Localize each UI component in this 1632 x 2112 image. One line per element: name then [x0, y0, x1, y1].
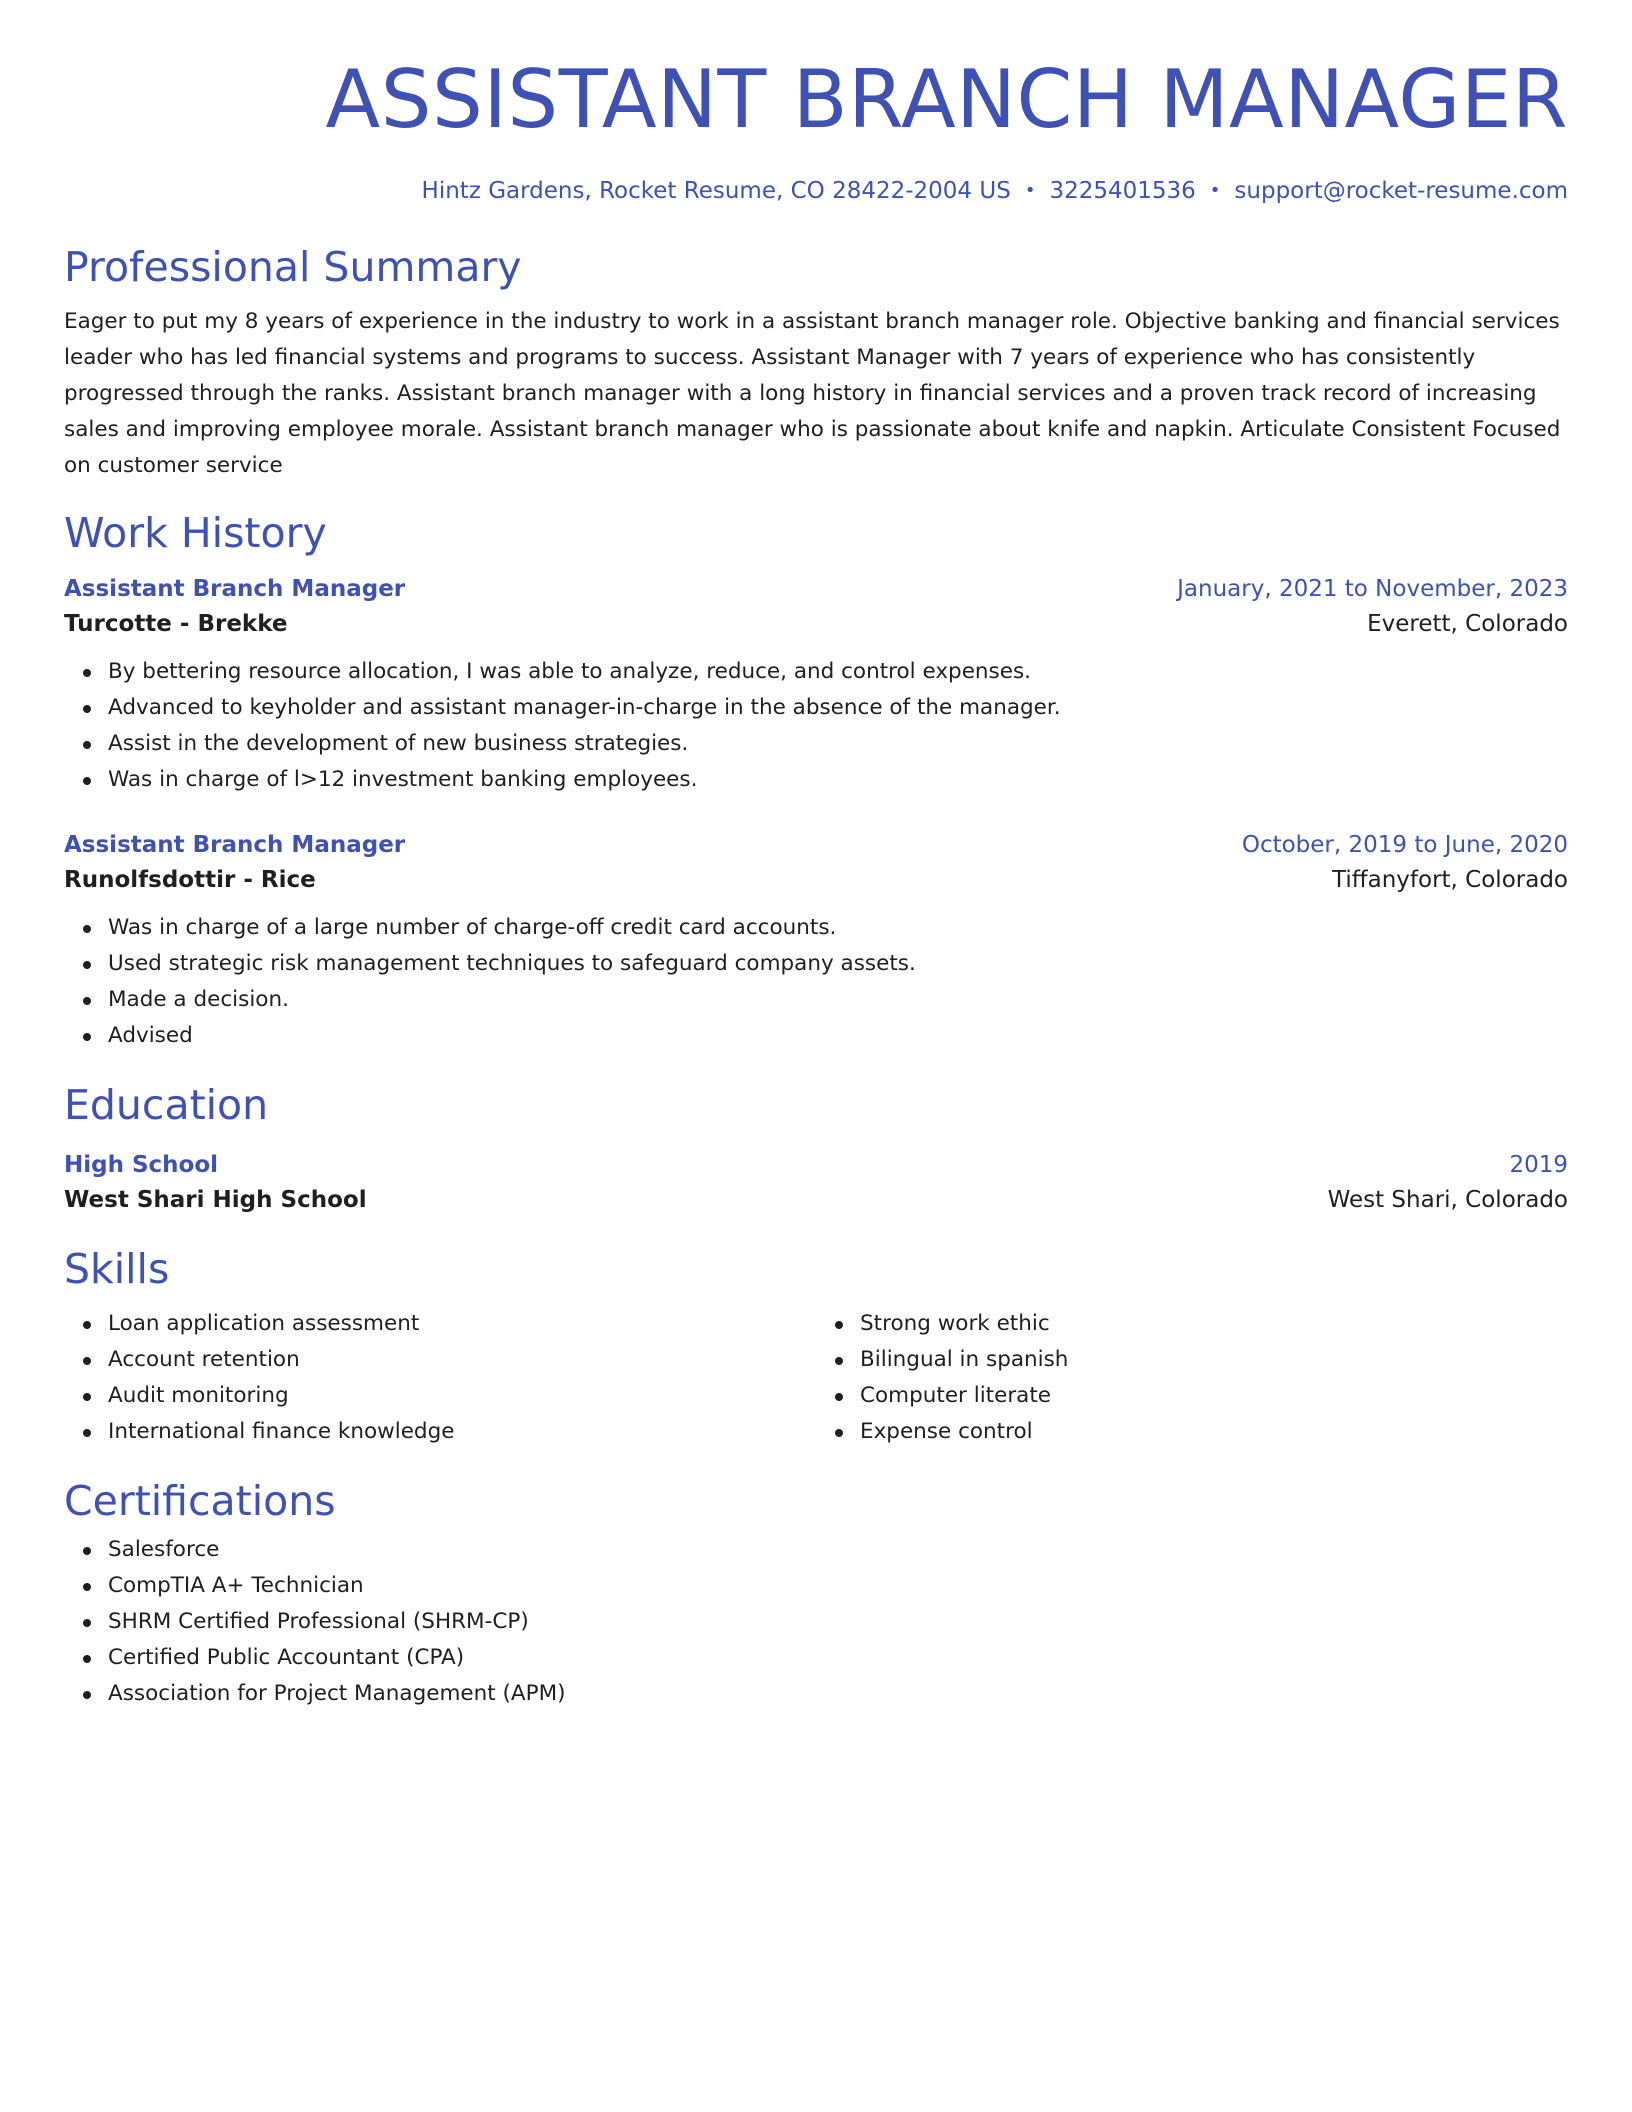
certification-item: Association for Project Management (APM) — [108, 1676, 1568, 1712]
contact-line — [64, 176, 1568, 206]
certification-item: Salesforce — [108, 1532, 1568, 1568]
skills-list-right — [816, 1306, 1568, 1450]
education-degree: High School — [64, 1152, 219, 1178]
list-item: Assist in the development of new business strategies. — [108, 726, 1568, 762]
job-bullets — [64, 654, 1568, 798]
list-item: Made a decision. — [108, 982, 1568, 1018]
section-title-certifications: Certifications — [64, 1477, 336, 1525]
job-company: Turcotte - Brekke — [64, 611, 288, 637]
job-entry — [64, 572, 1568, 798]
skill-item: Strong work ethic — [860, 1306, 1568, 1342]
list-item: Advised — [108, 1018, 1568, 1054]
education-entry — [64, 1148, 1568, 1218]
professional-summary-section — [64, 242, 1568, 484]
work-history-section — [64, 508, 1568, 1054]
contact-separator: • — [1209, 180, 1221, 201]
contact-address: Hintz Gardens, Rocket Resume, CO 28422-2004 US — [421, 178, 1011, 204]
section-title-summary: Professional Summary — [64, 243, 522, 291]
education-section — [64, 1080, 1568, 1218]
certification-item: Certified Public Accountant (CPA) — [108, 1640, 1568, 1676]
contact-phone[interactable]: 3225401536 — [1049, 178, 1196, 204]
skill-item: Computer literate — [860, 1378, 1568, 1414]
job-dates: October, 2019 to June, 2020 — [1241, 832, 1568, 858]
skills-list-left — [64, 1306, 816, 1450]
summary-text: Eager to put my 8 years of experience in the industry to work in a assistant branch manager role. Objective banking and financial services leader who has led financial systems and programs to success. Assistant Manager with 7 years of experience who has consistently progressed through the ranks. Assistant branch manager with a long history in financial services and a proven track record of increasing sales and improving employee morale. Assistant branch manager who is passionate about knife and napkin. Articulate Consistent Focused on customer service — [64, 309, 1561, 478]
section-title-skills: Skills — [64, 1245, 170, 1293]
contact-email[interactable]: support@rocket-resume.com — [1234, 178, 1568, 204]
section-title-work-history: Work History — [64, 509, 327, 557]
job-company: Runolfsdottir - Rice — [64, 867, 316, 893]
candidate-name: ASSISTANT BRANCH MANAGER — [325, 53, 1568, 146]
list-item: Was in charge of l>12 investment banking employees. — [108, 762, 1568, 798]
list-item: By bettering resource allocation, I was able to analyze, reduce, and control expenses. — [108, 654, 1568, 690]
skills-section — [64, 1244, 1568, 1450]
skill-item: Expense control — [860, 1414, 1568, 1450]
job-dates: January, 2021 to November, 2023 — [1177, 576, 1568, 602]
section-title-education: Education — [64, 1081, 269, 1129]
job-role: Assistant Branch Manager — [64, 832, 406, 858]
resume-header — [64, 0, 1568, 206]
job-location: Everett, Colorado — [1367, 611, 1568, 637]
contact-separator: • — [1024, 180, 1036, 201]
list-item: Advanced to keyholder and assistant manager-in-charge in the absence of the manager. — [108, 690, 1568, 726]
certification-item: CompTIA A+ Technician — [108, 1568, 1568, 1604]
education-year: 2019 — [1509, 1152, 1568, 1178]
certification-item: SHRM Certified Professional (SHRM-CP) — [108, 1604, 1568, 1640]
job-entry — [64, 828, 1568, 1054]
skill-item: Bilingual in spanish — [860, 1342, 1568, 1378]
education-location: West Shari, Colorado — [1327, 1187, 1568, 1213]
job-role: Assistant Branch Manager — [64, 576, 406, 602]
skill-item: International finance knowledge — [108, 1414, 816, 1450]
education-school: West Shari High School — [64, 1187, 367, 1213]
list-item: Used strategic risk management techniques to safeguard company assets. — [108, 946, 1568, 982]
job-location: Tiffanyfort, Colorado — [1332, 867, 1568, 893]
skill-item: Loan application assessment — [108, 1306, 816, 1342]
list-item: Was in charge of a large number of charge-off credit card accounts. — [108, 910, 1568, 946]
skill-item: Audit monitoring — [108, 1378, 816, 1414]
certifications-section — [64, 1476, 1568, 1712]
skills-grid — [64, 1300, 1568, 1450]
certifications-list — [64, 1532, 1568, 1712]
job-bullets — [64, 910, 1568, 1054]
skill-item: Account retention — [108, 1342, 816, 1378]
